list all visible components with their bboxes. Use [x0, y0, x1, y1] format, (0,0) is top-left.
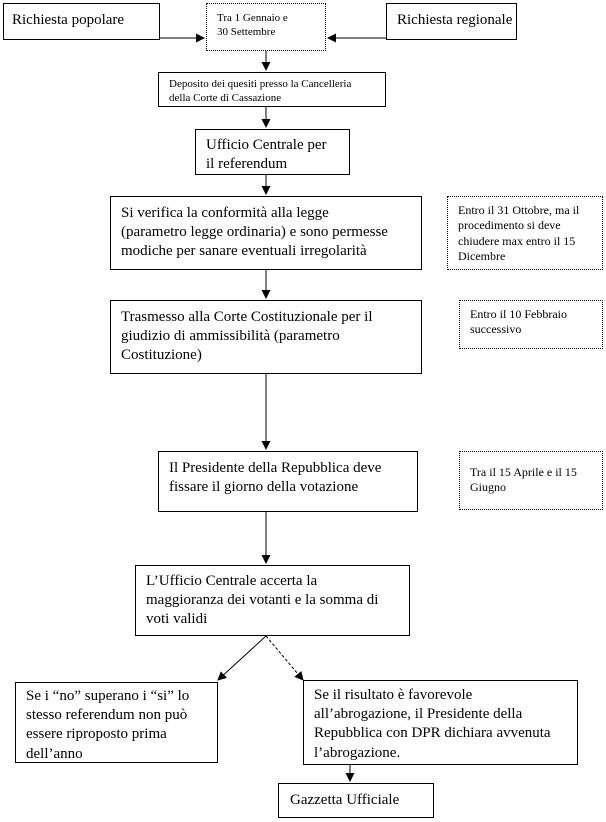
note-scadenza-febbraio: Entro il 10 Febbraio successivo	[459, 300, 603, 349]
note-periodo-votazione: Tra il 15 Aprile e il 15 Giugno	[459, 451, 603, 510]
node-gazzetta-ufficiale: Gazzetta Ufficiale	[278, 783, 434, 818]
note-scadenza-ottobre: Entro il 31 Ottobre, ma il procedimento si deve chiudere max entro il 15 Dicembre	[447, 196, 603, 270]
node-presidente-repubblica: Il Presidente della Repubblica deve fissare il giorno della votazione	[158, 451, 418, 512]
node-trasmesso-corte: Trasmesso alla Corte Costituzionale per il giudizio di ammissibilità (parametro Costituzione)	[110, 300, 422, 374]
arrow-accerta-to-esito-si	[266, 636, 303, 680]
node-ufficio-centrale: Ufficio Centrale per il referendum	[195, 129, 350, 175]
node-esito-favorevole: Se il risultato è favorevole all’abrogazione, il Presidente della Repubblica con DPR dichiara avvenuta l’abrogazione.	[303, 680, 578, 765]
arrow-accerta-to-esito-no	[218, 636, 266, 680]
node-verifica-conformita: Si verifica la conformità alla legge (parametro legge ordinaria) e sono permesse modiche per sanare eventuali irregolarità	[110, 196, 422, 270]
node-periodo-presentazione: Tra 1 Gennaio e 30 Settembre	[206, 3, 326, 51]
node-richiesta-popolare: Richiesta popolare	[3, 3, 160, 40]
node-esito-negativo: Se i “no” superano i “si” lo stesso referendum non può essere riproposto prima dell’anno	[15, 682, 218, 763]
node-deposito-cassazione: Deposito dei quesiti presso la Cancelleria della Corte di Cassazione	[158, 72, 386, 107]
node-accertamento: L’Ufficio Centrale accerta la maggioranza dei votanti e la somma di voti validi	[135, 565, 410, 636]
node-richiesta-regionale: Richiesta regionale	[386, 3, 517, 40]
